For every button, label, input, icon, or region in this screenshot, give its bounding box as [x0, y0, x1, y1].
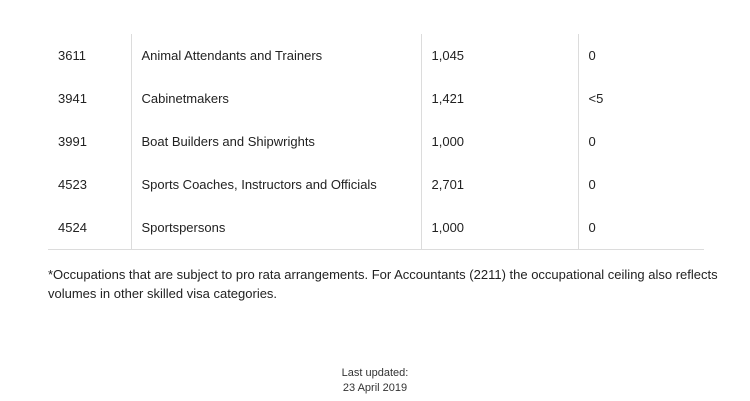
- occupation-code-cell: 4524: [58, 220, 87, 235]
- occupation-ceiling-cell: 1,000: [421, 120, 578, 163]
- table-row: [48, 206, 704, 249]
- last-updated-date: 23 April 2019: [342, 382, 408, 394]
- table-row: [48, 120, 704, 163]
- occupation-ceiling-cell: 1,045: [421, 34, 578, 77]
- table-row: [48, 163, 704, 206]
- occupation-ceiling-cell: 1,000: [421, 206, 578, 249]
- invitations-cell: 0: [578, 34, 704, 77]
- occupation-name-cell: Cabinetmakers: [131, 77, 421, 120]
- occupation-ceiling-table: [48, 34, 704, 250]
- footnote-text: *Occupations that are subject to pro rata arrangements. For Accountants (2211) the occupational ceiling also reflects volumes in other skilled visa categories.: [48, 267, 718, 301]
- occupation-ceiling-cell: 1,421: [421, 77, 578, 120]
- table-row: [48, 77, 704, 120]
- table-row: [48, 34, 704, 77]
- occupation-name-cell: Sportspersons: [131, 206, 421, 249]
- invitations-cell: 0: [578, 120, 704, 163]
- invitations-cell: <5: [578, 77, 704, 120]
- occupation-code-cell: 4523: [58, 177, 87, 192]
- occupation-code-cell: 3991: [58, 134, 87, 149]
- occupation-name-cell: Animal Attendants and Trainers: [131, 34, 421, 77]
- occupation-name-cell: Sports Coaches, Instructors and Officials: [131, 163, 421, 206]
- occupation-name-cell: Boat Builders and Shipwrights: [131, 120, 421, 163]
- invitations-cell: 0: [578, 206, 704, 249]
- invitations-cell: 0: [578, 163, 704, 206]
- occupation-code-cell: 3941: [58, 91, 87, 106]
- last-updated-label: Last updated:: [341, 367, 409, 379]
- last-updated: [0, 366, 750, 396]
- table-bottom-divider: [48, 249, 704, 250]
- occupation-ceiling-cell: 2,701: [421, 163, 578, 206]
- occupation-code-cell: 3611: [58, 48, 86, 63]
